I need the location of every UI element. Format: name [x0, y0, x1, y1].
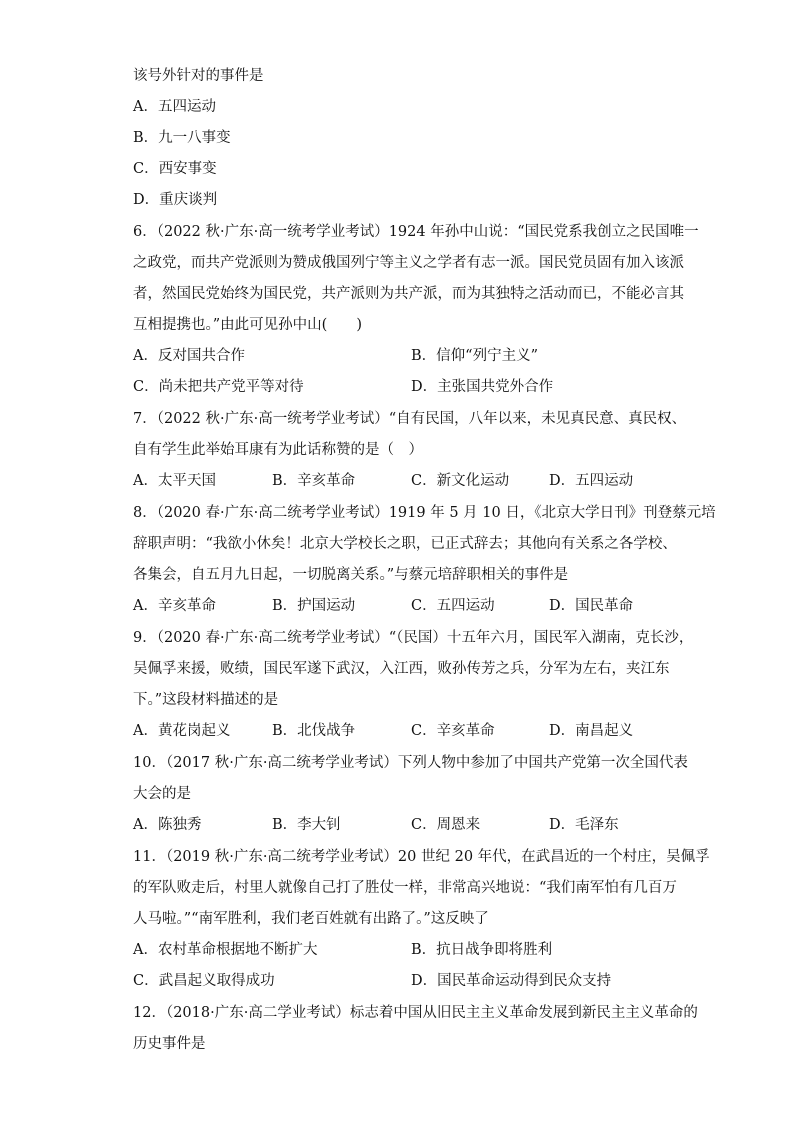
question-6-stem-line-3: 者，然国民党始终为国民党，共产派则为共产派，而为其独特之活动而已，不能必言其: [133, 286, 684, 302]
question-11-stem-line-2: 的军队败走后，村里人就像自己打了胜仗一样，非常高兴地说：“我们南军怕有几百万: [133, 880, 677, 896]
q8-option-d[interactable]: D．国民革命: [549, 598, 634, 614]
question-12-stem-line-1: 12．（2018·广东·高二学业考试）标志着中国从旧民主主义革命发展到新民主主义革命的: [133, 1005, 698, 1021]
q7-option-d[interactable]: D．五四运动: [549, 473, 634, 489]
question-8-stem-line-3: 各集会，自五月九日起，一切脱离关系。”与蔡元培辞职相关的事件是: [133, 567, 569, 583]
q6-option-d[interactable]: D．主张国共党外合作: [411, 379, 554, 395]
q7-option-a[interactable]: A．太平天国: [133, 473, 216, 489]
q5-option-b[interactable]: B．九一八事变: [133, 130, 231, 146]
question-6-stem-line-4: 互相提携也。”由此可见孙中山( ): [133, 317, 362, 333]
question-9-stem-line-3: 下。”这段材料描述的是: [133, 692, 279, 708]
q10-option-d[interactable]: D．毛泽东: [549, 817, 619, 833]
q6-option-b[interactable]: B．信仰“列宁主义”: [411, 348, 538, 364]
q7-option-c[interactable]: C．新文化运动: [411, 473, 510, 489]
q11-option-b[interactable]: B．抗日战争即将胜利: [411, 942, 553, 958]
question-7-stem-line-2: 自有学生此举始耳康有为此话称赞的是（ ）: [133, 442, 423, 458]
q10-option-b[interactable]: B．李大钊: [272, 817, 341, 833]
question-8-stem-line-1: 8．（2020 春·广东·高二统考学业考试）1919 年 5 月 10 日，《北京大学日刊》刊登蔡元培: [133, 505, 716, 521]
q7-option-b[interactable]: B．辛亥革命: [272, 473, 356, 489]
q11-option-a[interactable]: A．农村革命根据地不断扩大: [133, 942, 318, 958]
q6-option-a[interactable]: A．反对国共合作: [133, 348, 245, 364]
question-11-stem-line-3: 人马啦。”“南军胜利，我们老百姓就有出路了。”这反映了: [133, 911, 489, 927]
question-10-stem-line-1: 10．（2017 秋·广东·高二统考学业考试）下列人物中参加了中国共产党第一次全国代表: [133, 755, 688, 771]
q5-option-a[interactable]: A．五四运动: [133, 99, 216, 115]
q8-option-b[interactable]: B．护国运动: [272, 598, 356, 614]
q9-option-d[interactable]: D．南昌起义: [549, 723, 634, 739]
question-12-stem-line-2: 历史事件是: [133, 1036, 206, 1052]
q11-option-d[interactable]: D．国民革命运动得到民众支持: [411, 973, 612, 989]
question-9-stem-line-1: 9．（2020 春·广东·高二统考学业考试）“（民国）十五年六月，国民军入湖南，克长沙，: [133, 630, 694, 646]
question-10-stem-line-2: 大会的是: [133, 786, 191, 802]
question-7-stem-line-1: 7．（2022 秋·广东·高一统考学业考试）“自有民国，八年以来，未见真民意、真民权、: [133, 411, 687, 427]
q11-option-c[interactable]: C．武昌起义取得成功: [133, 973, 275, 989]
question-5-stem: 该号外针对的事件是: [133, 68, 264, 84]
q9-option-a[interactable]: A．黄花岗起义: [133, 723, 231, 739]
q10-option-a[interactable]: A．陈独秀: [133, 817, 202, 833]
question-9-stem-line-2: 吴佩孚来援，败绩，国民军遂下武汉，入江西，败孙传芳之兵，分军为左右，夹江东: [133, 661, 670, 677]
question-6-stem-line-1: 6．（2022 秋·广东·高一统考学业考试）1924 年孙中山说：“国民党系我创立之民国唯一: [133, 224, 699, 240]
question-6-stem-line-2: 之政党，而共产党派则为赞成俄国列宁等主义之学者有志一派。国民党员固有加入该派: [133, 255, 684, 271]
q6-option-c[interactable]: C．尚未把共产党平等对待: [133, 379, 304, 395]
question-11-stem-line-1: 11．（2019 秋·广东·高二统考学业考试）20 世纪 20 年代，在武昌近的一个村庄，吴佩孚: [133, 849, 710, 865]
q8-option-c[interactable]: C．五四运动: [411, 598, 495, 614]
q5-option-d[interactable]: D．重庆谈判: [133, 192, 218, 208]
q10-option-c[interactable]: C．周恩来: [411, 817, 481, 833]
q9-option-b[interactable]: B．北伐战争: [272, 723, 356, 739]
q9-option-c[interactable]: C．辛亥革命: [411, 723, 495, 739]
question-8-stem-line-2: 辞职声明：“我欲小休矣！北京大学校长之职，已正式辞去；其他向有关系之各学校、: [133, 536, 677, 552]
q5-option-c[interactable]: C．西安事变: [133, 161, 217, 177]
q8-option-a[interactable]: A．辛亥革命: [133, 598, 216, 614]
